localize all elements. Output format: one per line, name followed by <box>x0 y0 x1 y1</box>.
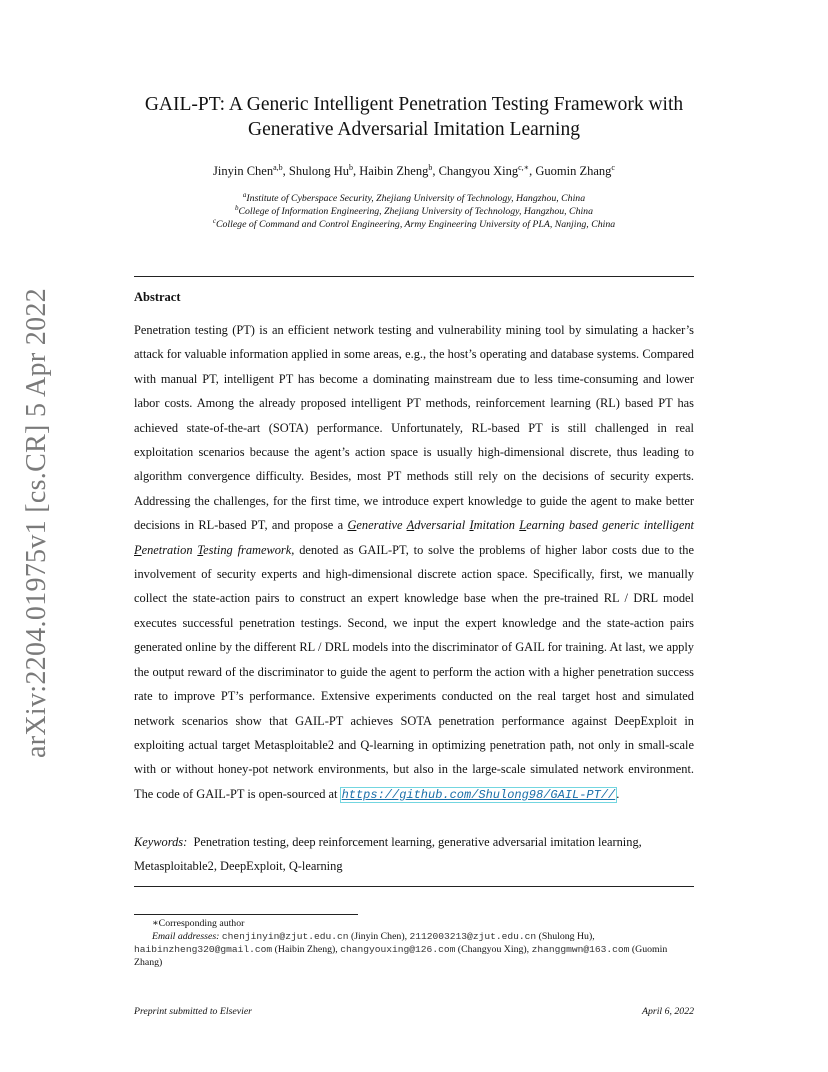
author: Jinyin Chen$^{a,b}$, <box>213 163 289 178</box>
affiliation: $^c$College of Command and Control Engineering, Army Engineering University of PLA, Nanjing, China <box>212 217 616 230</box>
email-link[interactable]: haibinzheng320@gmail.com <box>134 944 273 955</box>
arxiv-identifier: arXiv:2204.01975v1 [cs.CR] 5 Apr 2022 <box>21 288 52 758</box>
email-link[interactable]: changyouxing@126.com <box>340 944 456 955</box>
email-link[interactable]: chenjinyin@zjut.edu.cn <box>221 931 349 942</box>
email-link[interactable]: 2112003213@zjut.edu.cn <box>409 931 537 942</box>
author: Shulong Hu$^b$, <box>288 163 360 178</box>
affiliation: $^a$Institute of Cyberspace Security, Zhejiang University of Technology, Hangzhou, China <box>242 191 586 204</box>
top-divider <box>134 276 694 277</box>
email-addresses: Email addresses: chenjinyin@zjut.edu.cn (Jinyin Chen), 2112003213@zjut.edu.cn (Shulong Hu), haibinzheng320@gmail.com (Haibin Zheng), changyouxing@126.com (Changyou Xing), zhanggmwn@163.com (Guomin Zhang) <box>134 931 668 968</box>
framework-name: Generative Adversarial Imitation Learning based generic intelligent Penetration Testing framework <box>134 518 694 557</box>
code-repository-link[interactable]: https://github.com/Shulong98/GAIL-PT// <box>341 787 616 802</box>
footnote <box>134 917 694 969</box>
email-link[interactable]: zhanggmwn@163.com <box>531 944 630 955</box>
title-line-2: Generative Adversarial Imitation Learning <box>248 119 580 140</box>
abstract-heading: Abstract <box>134 290 181 304</box>
preprint-date: April 6, 2022 <box>642 1006 694 1017</box>
keywords-label: Keywords: <box>134 835 188 849</box>
bottom-divider <box>134 886 694 887</box>
footnote-divider <box>134 914 358 915</box>
preprint-note: Preprint submitted to Elsevier <box>134 1006 252 1017</box>
abstract-body: Penetration testing (PT) is an efficient network testing and vulnerability mining tool by simulating a hacker’s attack for valuable information applied in some areas, e.g., the host’s operating and database systems. Compared with manual PT, intelligent PT has become a dominating mainstream due to less time-consuming and lower labor costs. Among the already proposed intelligent PT methods, reinforcement learning (RL) based PT has achieved state-of-the-art (SOTA) performance. Unfortunately, RL-based PT is still challenged in real exploitation scenarios because the agent’s action space is usually high-dimensional discrete, thus leading to algorithm convergence difficulty. Besides, most PT methods still rely on the decisions of security experts. Addressing the challenges, for the first time, we introduce expert knowledge to guide the agent to make better decisions in RL-based PT, and propose a Generative Adversarial Imitation Learning based generic intelligent Penetration Testing framework, denoted as GAIL-PT, to solve the problems of higher labor costs due to the involvement of security experts and high-dimensional discrete action space. Specifically, first, we manually collect the state-action pairs to construct an expert knowledge base when the pre-trained RL / DRL model executes successful penetration testings. Second, we input the expert knowledge and the state-action pairs generated online by the different RL / DRL models into the discriminator of GAIL for training. At last, we apply the output reward of the discriminator to guide the agent to perform the action with a higher penetration success rate to improve PT’s performance. Extensive experiments conducted on the real target host and simulated network scenarios show that GAIL-PT achieves SOTA penetration performance against DeepExploit in exploiting actual target Metasploitable2 and Q-learning in optimizing penetration path, not only in small-scale with or without honey-pot network environments, but also in the large-scale simulated network environment. The code of GAIL-PT is open-sourced at https://github.com/Shulong98/GAIL-PT//. <box>134 323 694 802</box>
affiliation: $^b$College of Information Engineering, Zhejiang University of Technology, Hangzhou, China <box>235 204 593 217</box>
author: Guomin Zhang$^c$ <box>535 163 615 178</box>
affiliation-list <box>134 192 694 231</box>
author-list <box>134 162 694 180</box>
keywords <box>134 830 694 878</box>
author: Changyou Xing$^{c,∗}$, <box>438 163 536 178</box>
arxiv-side-stamp <box>17 288 57 758</box>
title-line-1: GAIL-PT: A Generic Intelligent Penetration Testing Framework with <box>144 94 684 115</box>
corresponding-author-note: ∗Corresponding author <box>152 918 245 929</box>
paper-title <box>134 92 694 142</box>
keywords-text: Penetration testing, deep reinforcement learning, generative adversarial imitation learning, Metasploitable2, DeepExploit, Q-learning <box>134 835 642 873</box>
author: Haibin Zheng$^b$, <box>359 163 439 178</box>
